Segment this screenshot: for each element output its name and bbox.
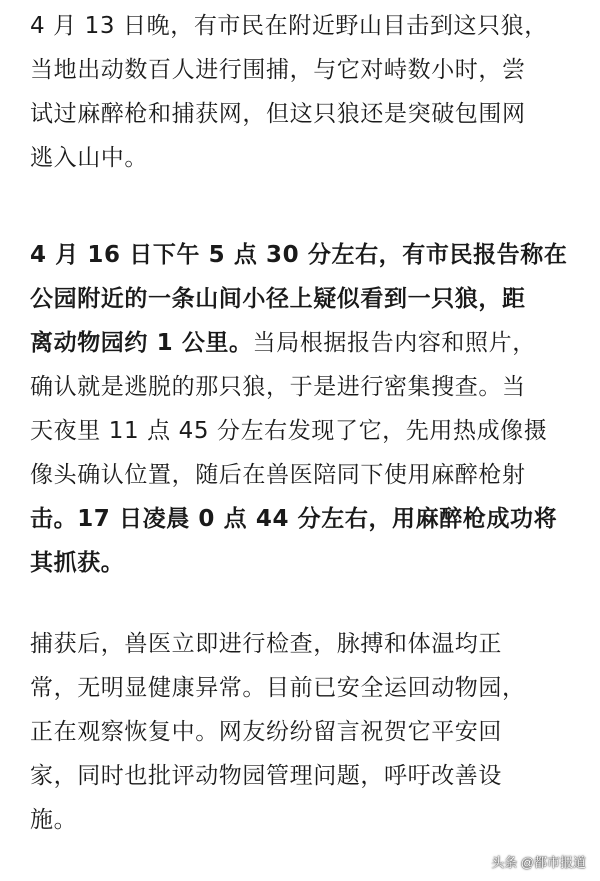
text-line — [30, 321, 567, 365]
normal-text: 像头确认位置，随后在兽医陪同下使用麻醉枪射 — [30, 462, 526, 488]
bold-text: 离动物园约 1 公里。 — [30, 330, 253, 356]
paragraph-2 — [30, 233, 567, 585]
text-line: 捕获后，兽医立即进行检查，脉搏和体温均正 — [30, 631, 502, 657]
text-line: 逃入山中。 — [30, 145, 148, 171]
text-line — [30, 365, 567, 409]
text-line: 家，同时也批评动物园管理问题，呼吁改善设 — [30, 763, 502, 789]
text-line — [30, 497, 567, 541]
source-watermark: 头条 @都市报道 — [491, 855, 586, 870]
text-line — [30, 541, 567, 585]
normal-text: 当局根据报告内容和照片， — [252, 330, 536, 356]
text-line: 当地出动数百人进行围捕，与它对峙数小时，尝 — [30, 57, 526, 83]
text-line: 4 月 13 日晚，有市民在附近野山目击到这只狼， — [30, 13, 548, 39]
bold-text: 4 月 16 日下午 5 点 30 分左右，有市民报告称在 — [30, 242, 568, 268]
paragraph-3 — [30, 622, 526, 842]
normal-text: 确认就是逃脱的那只狼，于是进行密集搜查。当 — [30, 374, 526, 400]
bold-text: 其抓获。 — [30, 550, 125, 576]
text-line — [30, 277, 567, 321]
normal-text: 天夜里 11 点 45 分左右发现了它，先用热成像摄 — [30, 418, 548, 444]
text-line: 正在观察恢复中。网友纷纷留言祝贺它平安回 — [30, 719, 502, 745]
bold-text: 公园附近的一条山间小径上疑似看到一只狼，距 — [30, 286, 526, 312]
text-line — [30, 409, 567, 453]
text-line: 常，无明显健康异常。目前已安全运回动物园， — [30, 675, 526, 701]
text-line — [30, 233, 567, 277]
text-line: 试过麻醉枪和捕获网，但这只狼还是突破包围网 — [30, 101, 526, 127]
text-line — [30, 453, 567, 497]
bold-text: 击。17 日凌晨 0 点 44 分左右，用麻醉枪成功将 — [30, 506, 558, 532]
paragraph-1 — [30, 4, 548, 180]
text-line: 施。 — [30, 807, 78, 833]
